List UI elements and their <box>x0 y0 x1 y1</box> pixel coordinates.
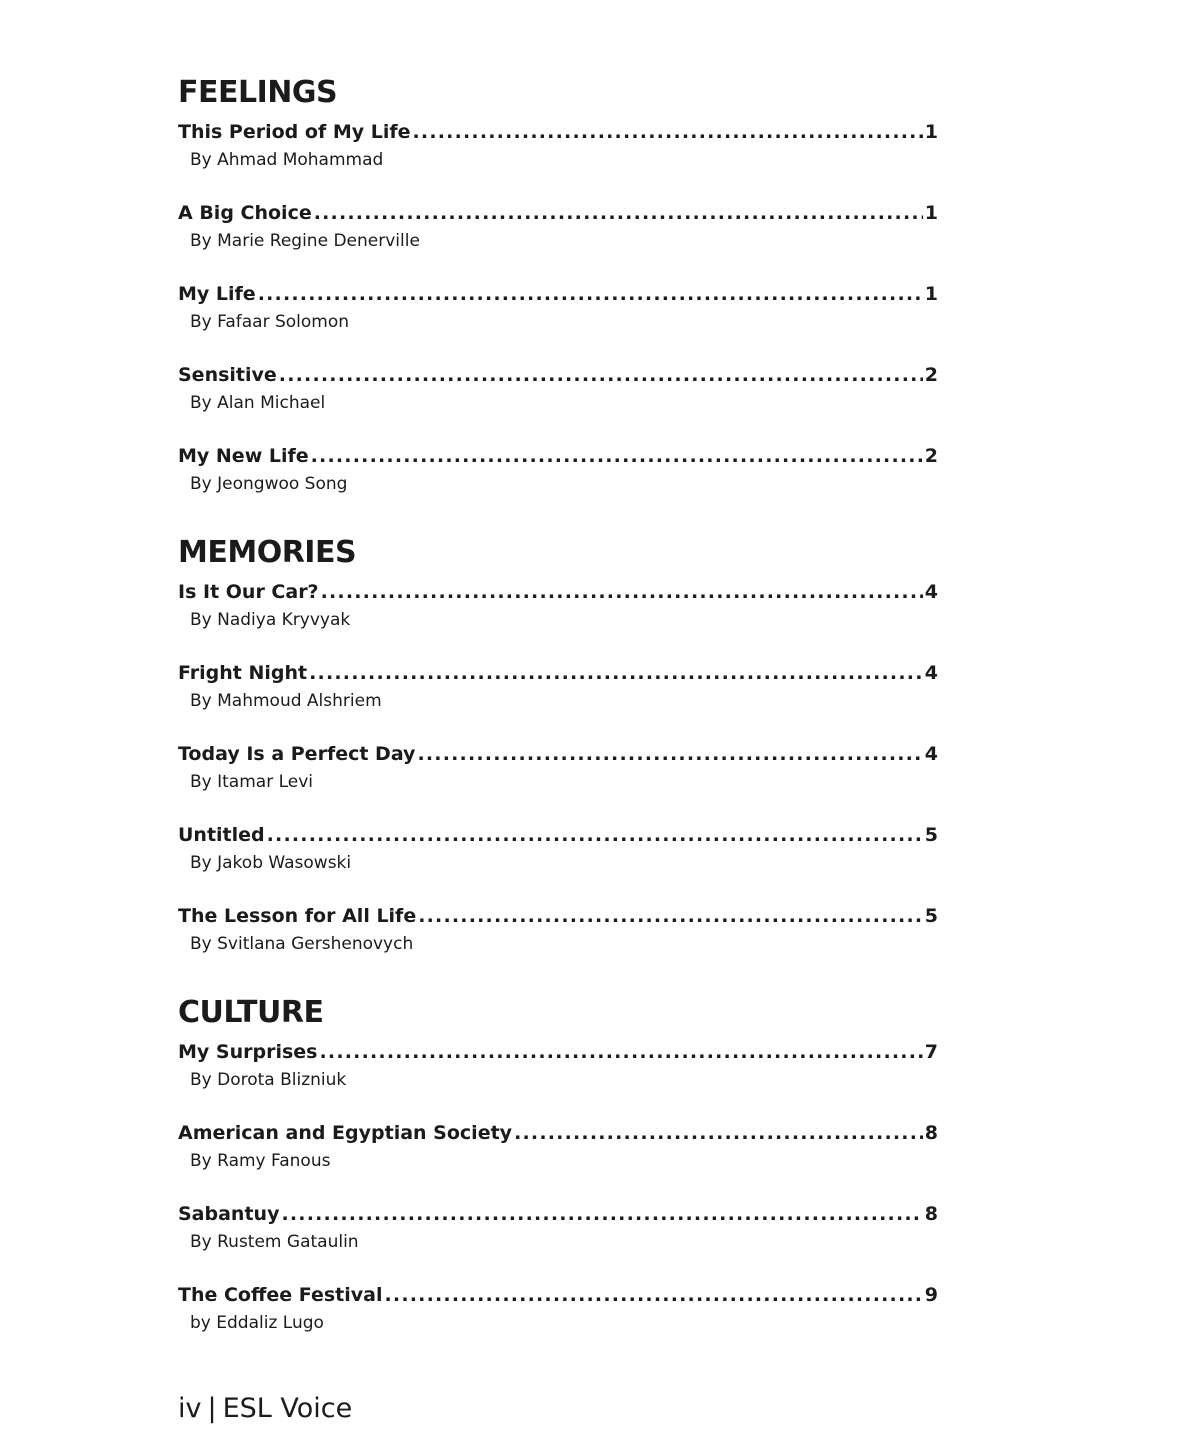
entry-page-number: 4 <box>924 662 938 684</box>
entry-page-number: 9 <box>924 1284 938 1306</box>
dot-leader <box>258 280 923 308</box>
entry-title[interactable]: A Big Choice <box>178 202 312 224</box>
entry-title[interactable]: Fright Night <box>178 662 308 684</box>
toc-entry-line[interactable] <box>178 1119 938 1147</box>
entry-title[interactable]: American and Egyptian Society <box>178 1122 513 1144</box>
toc-entry-line[interactable] <box>178 578 938 606</box>
footer-separator: | <box>207 1393 217 1424</box>
entry-author: By Ramy Fanous <box>190 1151 331 1171</box>
toc-entry-line[interactable] <box>178 740 938 768</box>
entry-page-number: 1 <box>924 202 938 224</box>
dot-leader <box>311 442 923 470</box>
toc-entry[interactable] <box>178 1281 938 1362</box>
toc-entry[interactable] <box>178 1200 938 1281</box>
dot-leader <box>418 902 923 930</box>
toc-entry-line[interactable] <box>178 659 938 687</box>
entry-author: By Marie Regine Denerville <box>190 231 420 251</box>
entry-page-number: 1 <box>924 283 938 305</box>
entry-author: By Dorota Blizniuk <box>190 1070 347 1090</box>
entry-page-number: 4 <box>924 581 938 603</box>
entry-author: By Itamar Levi <box>190 772 314 792</box>
toc-entry-line[interactable] <box>178 442 938 470</box>
entry-author: By Rustem Gataulin <box>190 1232 359 1252</box>
entry-page-number: 1 <box>924 121 938 143</box>
entry-title[interactable]: Sensitive <box>178 364 277 386</box>
entry-author: By Svitlana Gershenovych <box>190 934 414 954</box>
entry-author: By Nadiya Kryvyak <box>190 610 351 630</box>
entry-author: by Eddaliz Lugo <box>190 1313 324 1333</box>
entry-page-number: 2 <box>924 364 938 386</box>
toc-entry-line[interactable] <box>178 1200 938 1228</box>
toc-entry-line[interactable] <box>178 361 938 389</box>
footer-page-number: iv <box>178 1393 202 1424</box>
entry-title[interactable]: Sabantuy <box>178 1203 280 1225</box>
entry-title[interactable]: Untitled <box>178 824 265 846</box>
section-heading: MEMORIES <box>178 535 357 570</box>
toc-entry[interactable] <box>178 659 938 740</box>
dot-leader <box>417 740 922 768</box>
entry-author: By Ahmad Mohammad <box>190 150 384 170</box>
entry-page-number: 4 <box>924 743 938 765</box>
section-culture <box>178 994 938 1362</box>
toc-entry-line[interactable] <box>178 118 938 146</box>
toc-entry[interactable] <box>178 199 938 280</box>
dot-leader <box>413 118 923 146</box>
entry-page-number: 2 <box>924 445 938 467</box>
toc-entry[interactable] <box>178 361 938 442</box>
entry-title[interactable]: Today Is a Perfect Day <box>178 743 416 765</box>
toc-entry[interactable] <box>178 902 938 983</box>
dot-leader <box>309 659 923 687</box>
entry-author: By Jeongwoo Song <box>190 474 348 494</box>
dot-leader <box>279 361 923 389</box>
entry-title[interactable]: The Coffee Festival <box>178 1284 383 1306</box>
dot-leader <box>281 1200 922 1228</box>
toc-entry[interactable] <box>178 280 938 361</box>
entry-author: By Mahmoud Alshriem <box>190 691 382 711</box>
entry-title[interactable]: This Period of My Life <box>178 121 411 143</box>
toc-entry-line[interactable] <box>178 902 938 930</box>
page-footer <box>178 1390 352 1428</box>
entry-page-number: 8 <box>924 1122 938 1144</box>
entry-title[interactable]: Is It Our Car? <box>178 581 319 603</box>
toc-entry[interactable] <box>178 821 938 902</box>
toc-entry-line[interactable] <box>178 821 938 849</box>
toc-entry[interactable] <box>178 740 938 821</box>
dot-leader <box>314 199 923 227</box>
toc-entry[interactable] <box>178 578 938 659</box>
section-memories <box>178 534 938 983</box>
entry-title[interactable]: My Surprises <box>178 1041 318 1063</box>
toc-entry-line[interactable] <box>178 1038 938 1066</box>
entry-author: By Jakob Wasowski <box>190 853 352 873</box>
entry-page-number: 5 <box>924 824 938 846</box>
toc-entry[interactable] <box>178 442 938 523</box>
entry-author: By Alan Michael <box>190 393 326 413</box>
dot-leader <box>267 821 923 849</box>
section-heading: FEELINGS <box>178 75 338 110</box>
section-heading: CULTURE <box>178 995 324 1030</box>
toc-entry-line[interactable] <box>178 1281 938 1309</box>
entry-page-number: 7 <box>924 1041 938 1063</box>
entry-page-number: 8 <box>924 1203 938 1225</box>
dot-leader <box>384 1281 922 1309</box>
toc-entry[interactable] <box>178 118 938 199</box>
toc-entry[interactable] <box>178 1038 938 1119</box>
section-feelings <box>178 74 938 523</box>
toc-entry-line[interactable] <box>178 199 938 227</box>
dot-leader <box>319 1038 922 1066</box>
entry-title[interactable]: The Lesson for All Life <box>178 905 417 927</box>
entry-title[interactable]: My New Life <box>178 445 309 467</box>
footer-publication-name: ESL Voice <box>222 1393 353 1424</box>
entry-page-number: 5 <box>924 905 938 927</box>
dot-leader <box>514 1119 923 1147</box>
entry-title[interactable]: My Life <box>178 283 256 305</box>
dot-leader <box>321 578 923 606</box>
toc-entry[interactable] <box>178 1119 938 1200</box>
toc-entry-line[interactable] <box>178 280 938 308</box>
entry-author: By Fafaar Solomon <box>190 312 350 332</box>
